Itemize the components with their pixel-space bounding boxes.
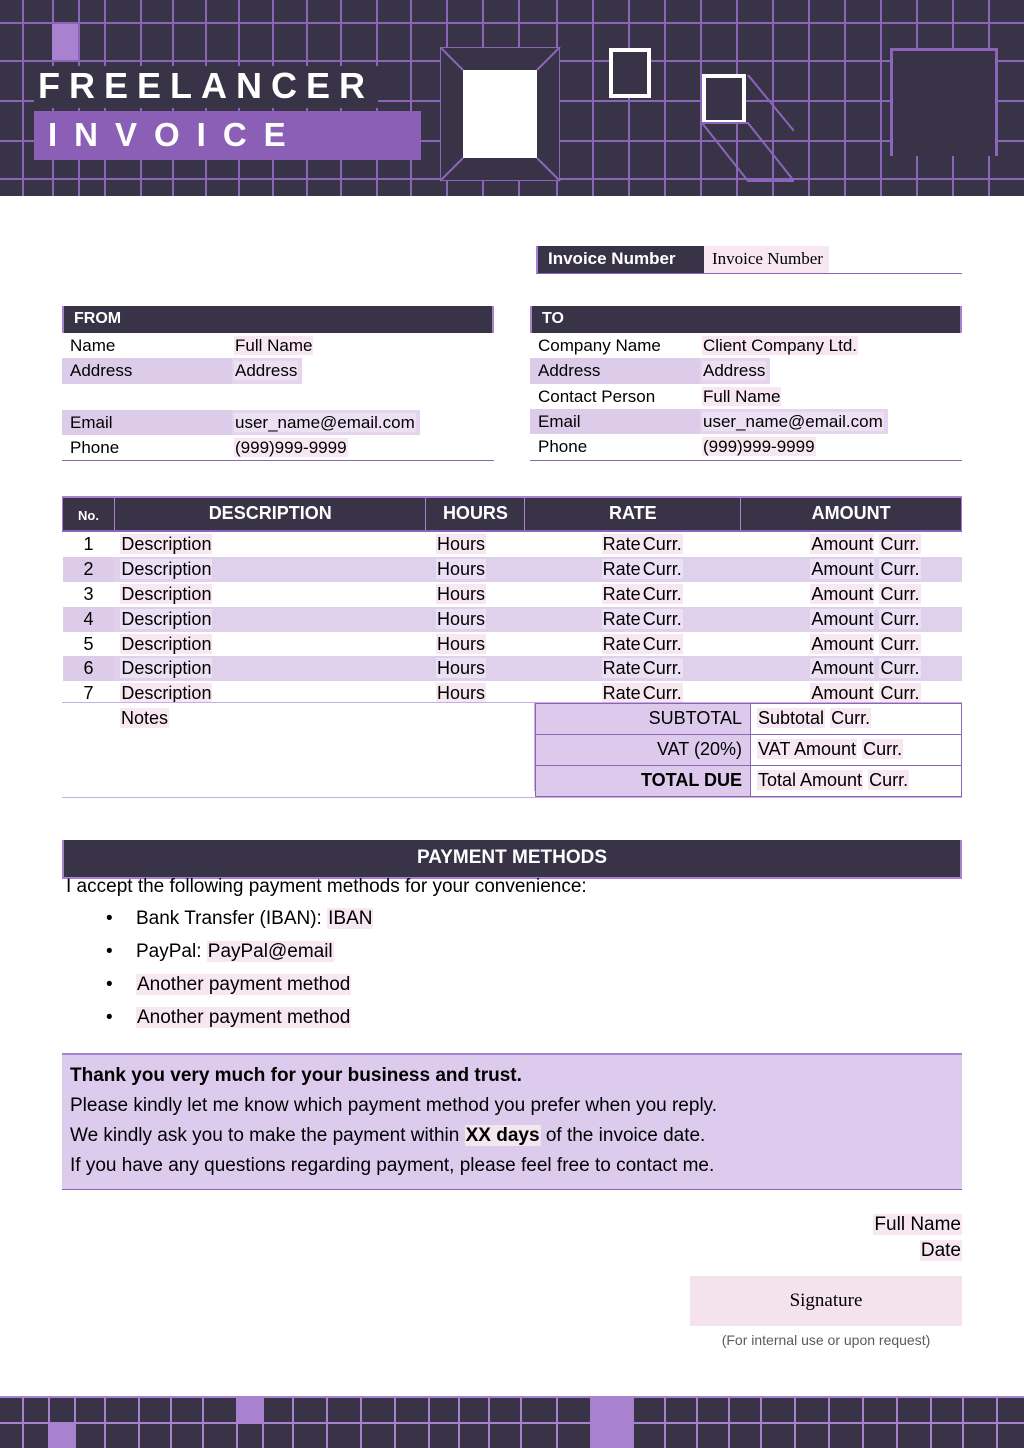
cell-rate[interactable]: Rate Curr. bbox=[602, 683, 682, 704]
footer-accent-cell-2 bbox=[590, 1398, 632, 1448]
to-panel bbox=[530, 306, 962, 461]
cell-amount[interactable]: Amount Curr. bbox=[811, 683, 920, 704]
from-label-name: Name bbox=[70, 336, 116, 355]
cell-amount[interactable]: Amount Curr. bbox=[811, 534, 920, 554]
closing-line-1: Thank you very much for your business and trust. bbox=[70, 1065, 522, 1086]
invoice-number-row bbox=[536, 246, 962, 274]
to-heading: TO bbox=[530, 306, 962, 333]
from-row-phone bbox=[62, 435, 494, 460]
decorative-white-outline-box-1 bbox=[609, 48, 651, 98]
table-header-row bbox=[63, 497, 962, 531]
from-label-spacer bbox=[62, 384, 232, 410]
to-value-contact[interactable]: Full Name bbox=[703, 386, 781, 406]
invoice-number-label: Invoice Number bbox=[536, 246, 704, 273]
closing-line-2: Please kindly let me know which payment method you prefer when you reply. bbox=[70, 1095, 718, 1117]
payment-method-prefix: PayPal: bbox=[136, 940, 207, 962]
from-value-phone[interactable]: (999)999-9999 bbox=[235, 437, 347, 457]
to-value-company[interactable]: Client Company Ltd. bbox=[703, 336, 858, 355]
signature-date[interactable]: Date bbox=[920, 1240, 961, 1261]
list-item[interactable] bbox=[106, 973, 373, 996]
to-row-phone bbox=[530, 434, 962, 459]
from-value-address[interactable]: Address bbox=[232, 358, 302, 383]
total-due-label: TOTAL DUE bbox=[535, 765, 751, 797]
cell-description[interactable]: Description bbox=[114, 607, 426, 632]
cell-amount[interactable]: Amount Curr. bbox=[811, 583, 920, 604]
cell-no: 7 bbox=[83, 683, 94, 704]
decorative-header-banner bbox=[0, 0, 1024, 196]
notes-label: Notes bbox=[121, 708, 169, 728]
column-header-rate: RATE bbox=[525, 497, 741, 531]
cell-hours[interactable]: Hours bbox=[426, 557, 525, 582]
signature-note: (For internal use or upon request) bbox=[721, 1332, 931, 1348]
from-row-email bbox=[62, 410, 494, 435]
from-label-phone: Phone bbox=[70, 437, 120, 457]
to-row-email bbox=[530, 409, 962, 434]
totals-row-total-due bbox=[535, 765, 962, 797]
from-label-address: Address bbox=[62, 358, 232, 383]
from-row-name bbox=[62, 333, 494, 358]
bullet-icon: • bbox=[106, 940, 113, 962]
from-panel bbox=[62, 306, 494, 461]
notes-area[interactable] bbox=[62, 703, 535, 791]
payment-methods-intro: I accept the following payment methods for your convenience: bbox=[66, 876, 587, 897]
cell-hours[interactable]: Hours bbox=[436, 534, 485, 554]
to-label-contact: Contact Person bbox=[538, 386, 656, 406]
to-row-address bbox=[530, 358, 962, 383]
invoice-title-block bbox=[34, 66, 421, 160]
table-row[interactable] bbox=[63, 607, 962, 632]
cell-hours[interactable]: Hours bbox=[426, 656, 525, 681]
to-label-company: Company Name bbox=[538, 336, 661, 355]
closing-line-3 bbox=[70, 1121, 962, 1151]
cell-no: 3 bbox=[83, 583, 94, 604]
to-label-address: Address bbox=[530, 358, 700, 383]
vat-value[interactable]: VAT Amount Curr. bbox=[751, 734, 962, 765]
invoice-number-value[interactable]: Invoice Number bbox=[704, 246, 829, 273]
closing-line-3-c: of the invoice date. bbox=[540, 1125, 706, 1147]
signature-box-label: Signature bbox=[789, 1290, 863, 1311]
table-row[interactable] bbox=[63, 632, 962, 657]
table-row[interactable] bbox=[63, 656, 962, 681]
payment-method-value[interactable]: Another payment method bbox=[137, 973, 351, 995]
decorative-large-box bbox=[890, 48, 998, 156]
footer-grid-line-mid bbox=[0, 1422, 1024, 1424]
from-label-email: Email bbox=[62, 410, 232, 435]
subtotal-value[interactable]: Subtotal Curr. bbox=[751, 703, 962, 734]
closing-line-3-a: We kindly ask you to make the payment within bbox=[70, 1125, 465, 1147]
header-accent-square bbox=[52, 24, 78, 60]
to-label-email: Email bbox=[530, 409, 700, 434]
totals-area bbox=[535, 703, 962, 797]
cell-hours[interactable]: Hours bbox=[436, 683, 485, 704]
list-item[interactable] bbox=[106, 940, 373, 963]
decorative-footer-banner bbox=[0, 1396, 1024, 1448]
payment-method-value[interactable]: IBAN bbox=[328, 908, 373, 929]
from-value-name[interactable]: Full Name bbox=[235, 336, 313, 355]
cell-description[interactable]: Description bbox=[121, 633, 212, 654]
to-value-email[interactable]: user_name@email.com bbox=[700, 409, 888, 434]
closing-message-block bbox=[62, 1053, 962, 1190]
payment-method-value[interactable]: Another payment method bbox=[137, 1006, 351, 1028]
payment-methods-heading: PAYMENT METHODS bbox=[62, 840, 962, 879]
cell-amount[interactable]: Amount Curr. bbox=[741, 557, 962, 582]
table-row[interactable] bbox=[63, 531, 962, 557]
bullet-icon: • bbox=[106, 1006, 113, 1028]
column-header-no: No. bbox=[63, 497, 115, 531]
to-value-phone[interactable]: (999)999-9999 bbox=[703, 437, 815, 457]
signature-full-name[interactable]: Full Name bbox=[874, 1214, 961, 1235]
cell-rate[interactable]: Rate Curr. bbox=[525, 607, 741, 632]
cell-description[interactable]: Description bbox=[114, 656, 426, 681]
cell-hours[interactable]: Hours bbox=[436, 583, 485, 604]
cell-rate[interactable]: Rate Curr. bbox=[602, 633, 682, 654]
footer-grid-line-top bbox=[0, 1396, 1024, 1398]
cell-description[interactable]: Description bbox=[121, 583, 212, 604]
cell-no: 4 bbox=[63, 607, 115, 632]
decorative-frame-diagonals bbox=[440, 47, 561, 182]
cell-no: 1 bbox=[83, 534, 94, 554]
notes-and-totals bbox=[62, 702, 962, 798]
table-row[interactable] bbox=[63, 557, 962, 582]
payment-methods-list bbox=[96, 908, 373, 1039]
column-header-amount: AMOUNT bbox=[741, 497, 962, 531]
cell-description[interactable]: Description bbox=[114, 557, 426, 582]
closing-line-4: If you have any questions regarding payment, please feel free to contact me. bbox=[70, 1155, 715, 1177]
cell-hours[interactable]: Hours bbox=[436, 633, 485, 654]
totals-row-subtotal bbox=[535, 703, 962, 734]
list-item[interactable] bbox=[106, 1006, 373, 1029]
title-invoice: INVOICE bbox=[34, 111, 421, 160]
from-row-address bbox=[62, 358, 494, 383]
column-header-hours: HOURS bbox=[426, 497, 525, 531]
cell-description[interactable]: Description bbox=[121, 683, 212, 704]
vat-label: VAT (20%) bbox=[535, 734, 751, 765]
cell-amount[interactable]: Amount Curr. bbox=[741, 656, 962, 681]
decorative-parallelogram bbox=[700, 73, 794, 183]
total-due-value[interactable]: Total Amount Curr. bbox=[751, 765, 962, 797]
from-row-spacer bbox=[62, 384, 494, 410]
to-row-contact bbox=[530, 384, 962, 409]
cell-hours[interactable]: Hours bbox=[426, 607, 525, 632]
table-row[interactable] bbox=[63, 582, 962, 607]
payment-term-days[interactable]: XX days bbox=[465, 1125, 540, 1147]
to-label-phone: Phone bbox=[538, 437, 588, 457]
totals-row-vat bbox=[535, 734, 962, 765]
cell-no: 2 bbox=[63, 557, 115, 582]
line-items-table bbox=[62, 496, 962, 706]
cell-no: 5 bbox=[83, 633, 94, 654]
cell-rate[interactable]: Rate Curr. bbox=[602, 583, 682, 604]
signature-box[interactable] bbox=[690, 1276, 962, 1326]
footer-accent-cell-1 bbox=[236, 1398, 262, 1422]
from-value-spacer bbox=[232, 384, 238, 410]
cell-amount[interactable]: Amount Curr. bbox=[741, 607, 962, 632]
subtotal-label: SUBTOTAL bbox=[535, 703, 751, 734]
bullet-icon: • bbox=[106, 908, 113, 929]
to-value-address[interactable]: Address bbox=[700, 358, 770, 383]
cell-description[interactable]: Description bbox=[121, 534, 212, 554]
title-freelancer: FREELANCER bbox=[34, 66, 378, 108]
cell-rate[interactable]: Rate Curr. bbox=[602, 534, 682, 554]
cell-rate[interactable]: Rate Curr. bbox=[525, 557, 741, 582]
cell-no: 6 bbox=[63, 656, 115, 681]
payment-method-value[interactable]: PayPal@email bbox=[207, 940, 333, 962]
list-item[interactable] bbox=[106, 908, 373, 930]
from-value-email[interactable]: user_name@email.com bbox=[232, 410, 420, 435]
from-heading: FROM bbox=[62, 306, 494, 333]
bullet-icon: • bbox=[106, 973, 113, 995]
cell-amount[interactable]: Amount Curr. bbox=[811, 633, 920, 654]
column-header-description: DESCRIPTION bbox=[114, 497, 426, 531]
footer-accent-cell-3 bbox=[48, 1424, 74, 1448]
to-row-company bbox=[530, 333, 962, 358]
cell-rate[interactable]: Rate Curr. bbox=[525, 656, 741, 681]
payment-method-prefix: Bank Transfer (IBAN): bbox=[136, 908, 328, 929]
